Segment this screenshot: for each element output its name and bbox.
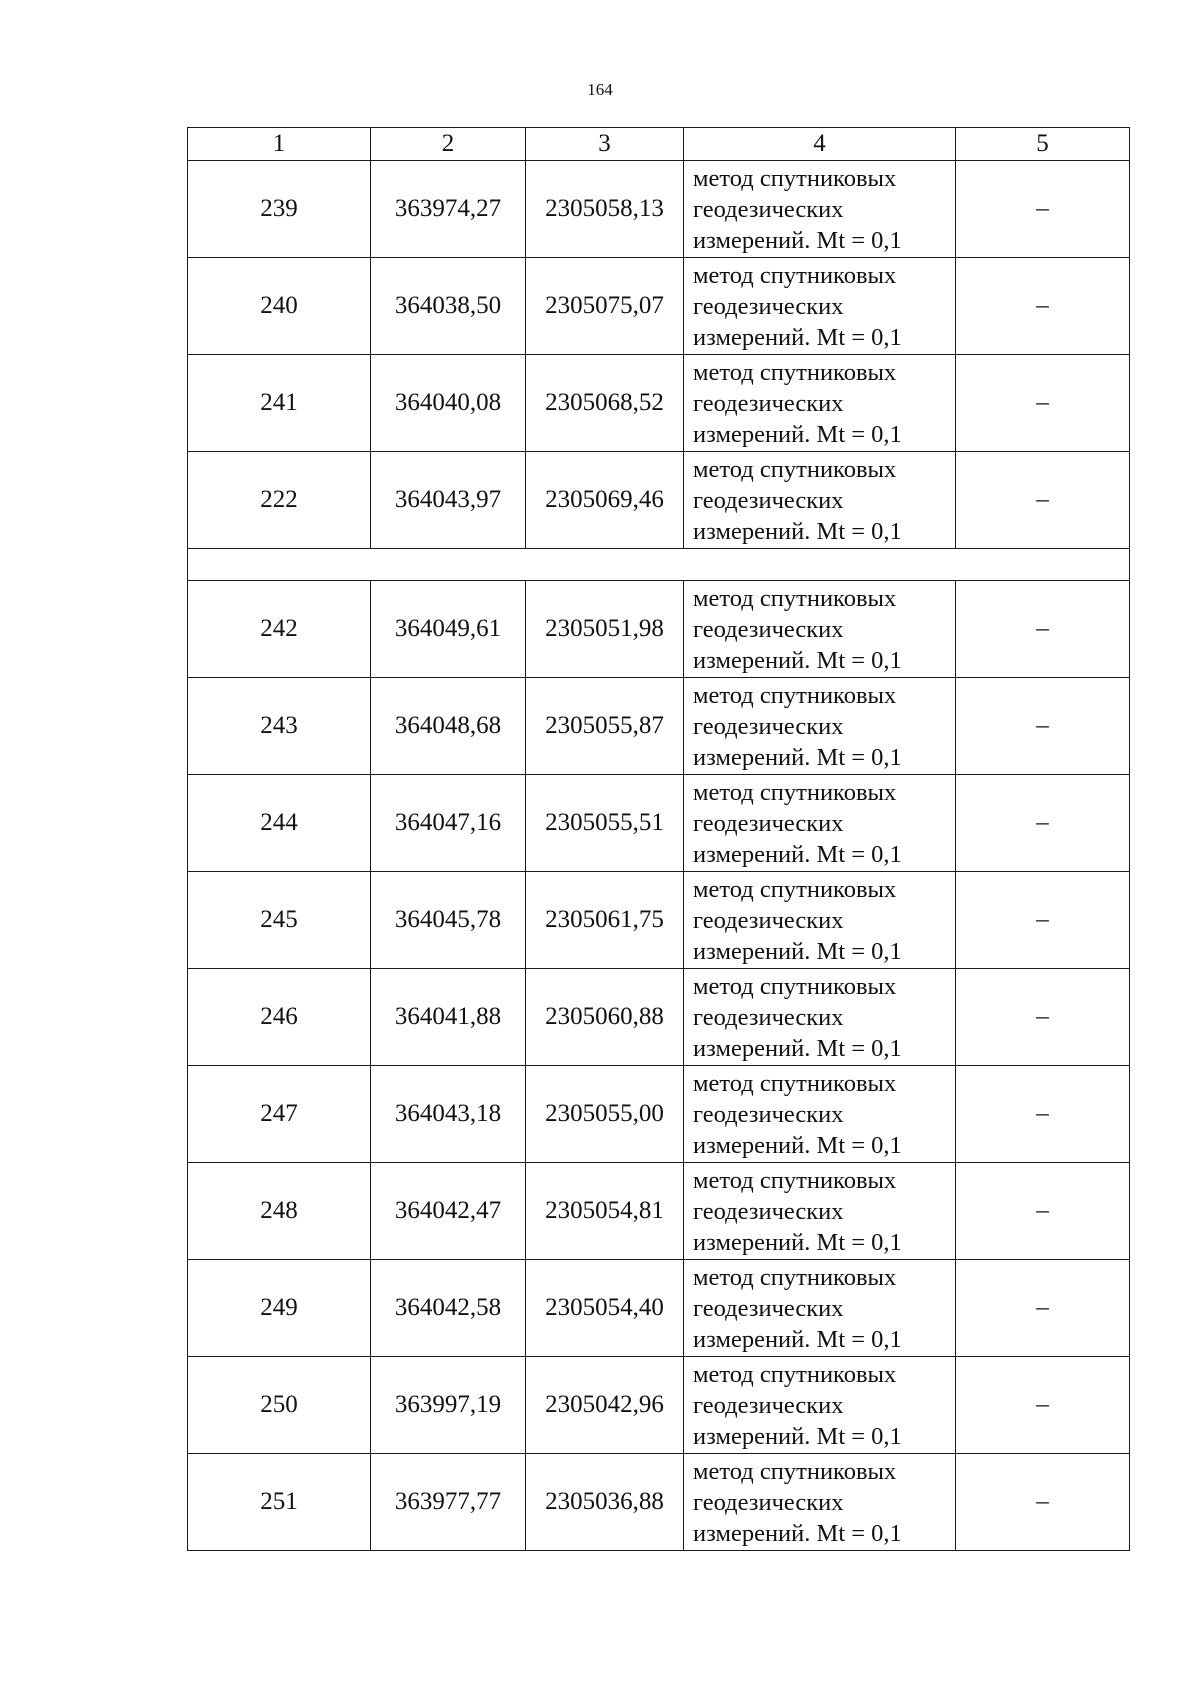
method-cell [684,258,956,355]
x-coordinate-cell: 363977,77 [371,1454,526,1551]
method-text-line: геодезических [693,486,844,514]
table-row [188,1260,1130,1357]
note-cell: – [956,969,1130,1066]
y-coordinate-cell: 2305036,88 [526,1454,684,1551]
method-text-line: геодезических [693,712,844,740]
column-number-row [188,128,1130,161]
method-cell [684,1163,956,1260]
y-coordinate-cell: 2305042,96 [526,1357,684,1454]
method-text-line: метод спутниковых [693,1166,897,1194]
note-cell: – [956,355,1130,452]
point-number-cell: 222 [188,452,371,549]
method-cell [684,161,956,258]
method-text-line: измерений. Mt = 0,1 [693,1325,902,1353]
table-separator [188,549,1130,581]
note-cell: – [956,258,1130,355]
table-row [188,1066,1130,1163]
method-text-line: метод спутниковых [693,681,897,709]
method-text-line: геодезических [693,292,844,320]
method-cell [684,678,956,775]
method-text-line: геодезических [693,195,844,223]
note-cell: – [956,1066,1130,1163]
separator-cell [188,549,1130,581]
method-text-line: метод спутниковых [693,1069,897,1097]
y-coordinate-cell: 2305051,98 [526,581,684,678]
x-coordinate-cell: 364038,50 [371,258,526,355]
point-number-cell: 243 [188,678,371,775]
method-cell [684,1454,956,1551]
method-cell [684,872,956,969]
point-number-cell: 247 [188,1066,371,1163]
method-text-line: геодезических [693,1391,844,1419]
note-cell: – [956,1260,1130,1357]
point-number-cell: 242 [188,581,371,678]
method-text-line: измерений. Mt = 0,1 [693,226,902,254]
method-text-line: измерений. Mt = 0,1 [693,1228,902,1256]
note-cell: – [956,872,1130,969]
method-text-line: измерений. Mt = 0,1 [693,646,902,674]
note-cell: – [956,161,1130,258]
x-coordinate-cell: 364042,58 [371,1260,526,1357]
method-text-line: метод спутниковых [693,1360,897,1388]
method-cell [684,1066,956,1163]
x-coordinate-cell: 364049,61 [371,581,526,678]
method-cell [684,1260,956,1357]
table-row [188,258,1130,355]
method-text-line: измерений. Mt = 0,1 [693,323,902,351]
y-coordinate-cell: 2305069,46 [526,452,684,549]
method-text-line: измерений. Mt = 0,1 [693,840,902,868]
column-header: 4 [684,128,956,161]
table-row [188,775,1130,872]
point-number-cell: 244 [188,775,371,872]
note-cell: – [956,1357,1130,1454]
note-cell: – [956,678,1130,775]
method-text-line: геодезических [693,615,844,643]
method-text-line: геодезических [693,1488,844,1516]
y-coordinate-cell: 2305054,81 [526,1163,684,1260]
table-row [188,581,1130,678]
point-number-cell: 246 [188,969,371,1066]
x-coordinate-cell: 364043,97 [371,452,526,549]
method-text-line: геодезических [693,1100,844,1128]
method-cell [684,969,956,1066]
x-coordinate-cell: 364040,08 [371,355,526,452]
table-row [188,678,1130,775]
method-text-line: измерений. Mt = 0,1 [693,1131,902,1159]
column-header: 1 [188,128,371,161]
table-row [188,1454,1130,1551]
note-cell: – [956,581,1130,678]
x-coordinate-cell: 364048,68 [371,678,526,775]
y-coordinate-cell: 2305061,75 [526,872,684,969]
point-number-cell: 248 [188,1163,371,1260]
y-coordinate-cell: 2305055,87 [526,678,684,775]
y-coordinate-cell: 2305055,00 [526,1066,684,1163]
method-text-line: измерений. Mt = 0,1 [693,1519,902,1547]
page-number: 164 [587,80,613,99]
point-number-cell: 249 [188,1260,371,1357]
method-cell [684,775,956,872]
method-cell [684,452,956,549]
note-cell: – [956,1163,1130,1260]
column-header: 2 [371,128,526,161]
method-text-line: геодезических [693,906,844,934]
method-text-line: геодезических [693,1197,844,1225]
table-row [188,161,1130,258]
method-text-line: измерений. Mt = 0,1 [693,1422,902,1450]
y-coordinate-cell: 2305055,51 [526,775,684,872]
x-coordinate-cell: 363974,27 [371,161,526,258]
table-row [188,1163,1130,1260]
x-coordinate-cell: 364045,78 [371,872,526,969]
method-text-line: измерений. Mt = 0,1 [693,517,902,545]
method-cell [684,355,956,452]
method-text-line: метод спутниковых [693,164,897,192]
method-text-line: метод спутниковых [693,584,897,612]
table-row [188,355,1130,452]
point-number-cell: 240 [188,258,371,355]
point-number-cell: 250 [188,1357,371,1454]
method-text-line: метод спутниковых [693,1263,897,1291]
y-coordinate-cell: 2305075,07 [526,258,684,355]
method-text-line: измерений. Mt = 0,1 [693,420,902,448]
note-cell: – [956,1454,1130,1551]
y-coordinate-cell: 2305058,13 [526,161,684,258]
method-text-line: метод спутниковых [693,875,897,903]
point-number-cell: 251 [188,1454,371,1551]
table-row [188,452,1130,549]
method-cell [684,581,956,678]
method-text-line: метод спутниковых [693,1457,897,1485]
x-coordinate-cell: 364043,18 [371,1066,526,1163]
x-coordinate-cell: 364042,47 [371,1163,526,1260]
method-text-line: метод спутниковых [693,358,897,386]
note-cell: – [956,452,1130,549]
table-body-block-2 [188,581,1130,1551]
note-cell: – [956,775,1130,872]
x-coordinate-cell: 363997,19 [371,1357,526,1454]
x-coordinate-cell: 364047,16 [371,775,526,872]
method-text-line: метод спутниковых [693,455,897,483]
table-row [188,872,1130,969]
method-text-line: метод спутниковых [693,261,897,289]
point-number-cell: 245 [188,872,371,969]
method-text-line: геодезических [693,1294,844,1322]
y-coordinate-cell: 2305054,40 [526,1260,684,1357]
method-cell [684,1357,956,1454]
y-coordinate-cell: 2305068,52 [526,355,684,452]
method-text-line: метод спутниковых [693,778,897,806]
point-number-cell: 241 [188,355,371,452]
method-text-line: измерений. Mt = 0,1 [693,1034,902,1062]
column-header: 5 [956,128,1130,161]
point-number-cell: 239 [188,161,371,258]
method-text-line: измерений. Mt = 0,1 [693,937,902,965]
method-text-line: геодезических [693,809,844,837]
table-body-block-1 [188,161,1130,549]
column-header: 3 [526,128,684,161]
y-coordinate-cell: 2305060,88 [526,969,684,1066]
separator-row [188,549,1130,581]
method-text-line: измерений. Mt = 0,1 [693,743,902,771]
method-text-line: геодезических [693,1003,844,1031]
x-coordinate-cell: 364041,88 [371,969,526,1066]
coordinates-table [187,127,1130,1551]
table-row [188,969,1130,1066]
method-text-line: метод спутниковых [693,972,897,1000]
method-text-line: геодезических [693,389,844,417]
table-row [188,1357,1130,1454]
